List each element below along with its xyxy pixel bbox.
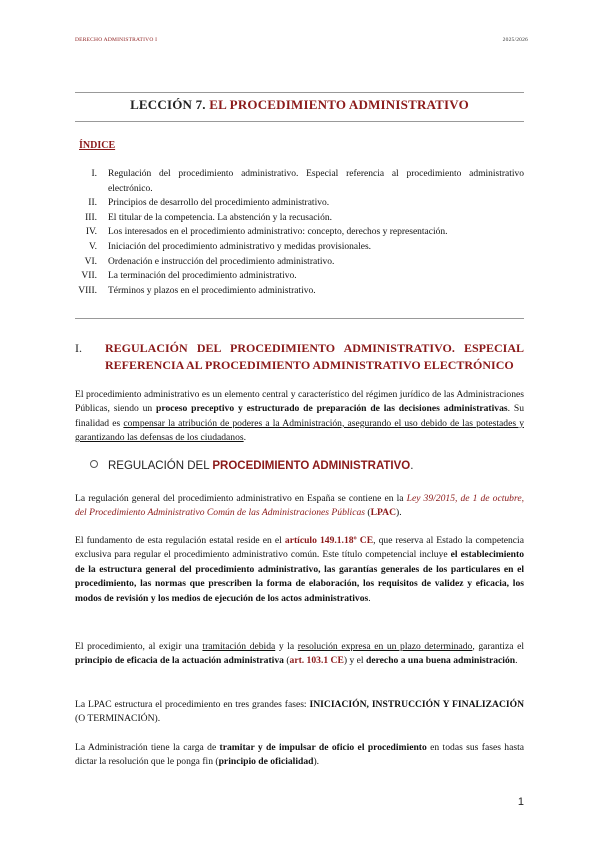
header-course: DERECHO ADMINISTRATIVO I [75,37,158,43]
index-item-number: I. [91,169,97,179]
title-top-rule [75,92,524,93]
bold-run: INICIACIÓN, INSTRUCCIÓN Y FINALIZACIÓN [309,699,525,710]
section-title: REGULACIÓN DEL PROCEDIMIENTO ADMINISTRATIVO. ESPECIAL REFERENCIA AL PROCEDIMIENTO ADMINISTRATIVO ELECTRÓNICO [105,341,524,372]
text-run: . [515,655,518,667]
page-title [75,97,524,113]
title-bottom-rule [75,121,524,122]
subheading-text: REGULACIÓN DEL [108,460,213,472]
index-item [75,167,524,196]
paragraph-fases [75,698,524,727]
text-run: El procedimiento, al exigir una [75,641,203,652]
section-number: I. [75,341,82,355]
index-bottom-rule [75,318,524,319]
article-reference: artículo 149.1.18º CE [284,535,374,546]
article-reference: art. 103.1 CE [289,655,344,667]
bold-run: principio de eficacia de la actuación administrativa [75,655,284,667]
index-item-number: IV. [85,227,97,238]
bold-run: principio de oficialidad [218,756,314,768]
subheading-regulacion [90,460,413,472]
circle-bullet-icon [90,460,98,468]
index-heading: ÍNDICE [79,140,116,151]
text-run: (O TERMINACIÓN). [75,713,161,725]
index-item [75,240,524,255]
index-item-text: Principios de desarrollo del procedimiento administrativo. [108,198,330,209]
paragraph-ley [75,492,524,521]
index-item-text: Términos y plazos en el procedimiento administrativo. [108,285,316,296]
text-run: ) y el [343,655,366,667]
paragraph-oficialidad [75,741,524,770]
index-item-number: VIII. [78,285,97,296]
text-run: , que reserva al Estado la competencia exclusiva para regular el procedimiento administrativo común. Este título competencial incluye [75,535,524,561]
text-run: y la [275,641,298,652]
index-item-number: III. [85,212,97,223]
law-acronym: LPAC [370,507,397,519]
bold-run: proceso preceptivo y estructurado de preparación de las decisiones administrativas [156,403,508,415]
text-run: , garantiza el [472,641,524,652]
text-run: ). [313,756,320,768]
text-run: El fundamento de esta regulación estatal reside en el [75,535,285,546]
index-item-text: Los interesados en el procedimiento administrativo: concepto, derechos y representación. [108,227,448,238]
text-run: La Administración tiene la carga de [75,742,220,753]
text-run: El procedimiento administrativo es un elemento central y característico del régimen jurídico de las Administraciones Públicas, siendo un [75,389,524,415]
text-run: . Su finalidad es [75,403,524,429]
index-item [75,284,524,299]
paragraph-intro [75,388,524,446]
index-item [75,196,524,211]
index-item-text: Ordenación e instrucción del procedimiento administrativo. [108,256,335,267]
index-item [75,269,524,284]
lesson-name: EL PROCEDIMIENTO ADMINISTRATIVO [209,97,469,112]
index-list [75,167,524,298]
paragraph-eficacia [75,640,524,669]
text-run: ). [396,507,402,519]
index-item [75,225,524,240]
lesson-number: LECCIÓN 7. [130,97,206,112]
index-item-text: Iniciación del procedimiento administrativo y medidas provisionales. [108,241,372,252]
underlined-run: compensar la atribución de poderes a la Administración, asegurando el uso debido de las potestades y garantizando las defensas de los ciudadanos [75,417,524,444]
bold-run: el establecimiento de la estructura general del procedimiento administrativo, las garantías generales de los particulares en el procedimiento, las normas que prescriben la forma de elaboración, los requisitos de validez y eficacia, los modos de revisión y los medios de ejecución de los actos administrativos [75,549,524,604]
subheading-text: . [410,460,414,472]
index-item-number: II. [88,198,97,209]
text-run: . [243,432,247,444]
text-run: ( [365,507,371,519]
index-item-text: La terminación del procedimiento administrativo. [108,271,297,282]
index-item [75,255,524,270]
text-run: . [368,592,371,604]
page-number: 1 [517,796,524,808]
law-reference: Ley 39/2015, de 1 de octubre, del Procedimiento Administrativo Común de las Administraciones Públicas [75,493,524,519]
section-heading [75,340,524,374]
paragraph-fundamento [75,534,524,606]
index-item-number: VII. [81,271,97,282]
index-item-text: El titular de la competencia. La abstención y la recusación. [108,212,332,223]
text-run: La regulación general del procedimiento administrativo en España se contiene en la [75,493,407,504]
index-item-number: V. [88,241,97,252]
index-item-text: Regulación del procedimiento administrativo. Especial referencia al procedimiento administrativo electrónico. [108,169,524,194]
underlined-run: resolución expresa en un plazo determinado [297,641,473,652]
header-year: 2025/2026 [502,37,528,43]
text-run: ( [283,655,290,667]
subheading-highlight: PROCEDIMIENTO ADMINISTRATIVO [212,460,411,472]
text-run: en todas sus fases hasta dictar la resolución que le ponga fin ( [75,742,524,768]
index-item-number: VI. [84,256,97,267]
underlined-run: tramitación debida [202,641,276,652]
index-item [75,211,524,226]
bold-run: derecho a una buena administración [366,655,516,667]
bold-run: tramitar y de impulsar de oficio el procedimiento [219,742,427,753]
text-run: La LPAC estructura el procedimiento en tres grandes fases: [75,699,310,710]
